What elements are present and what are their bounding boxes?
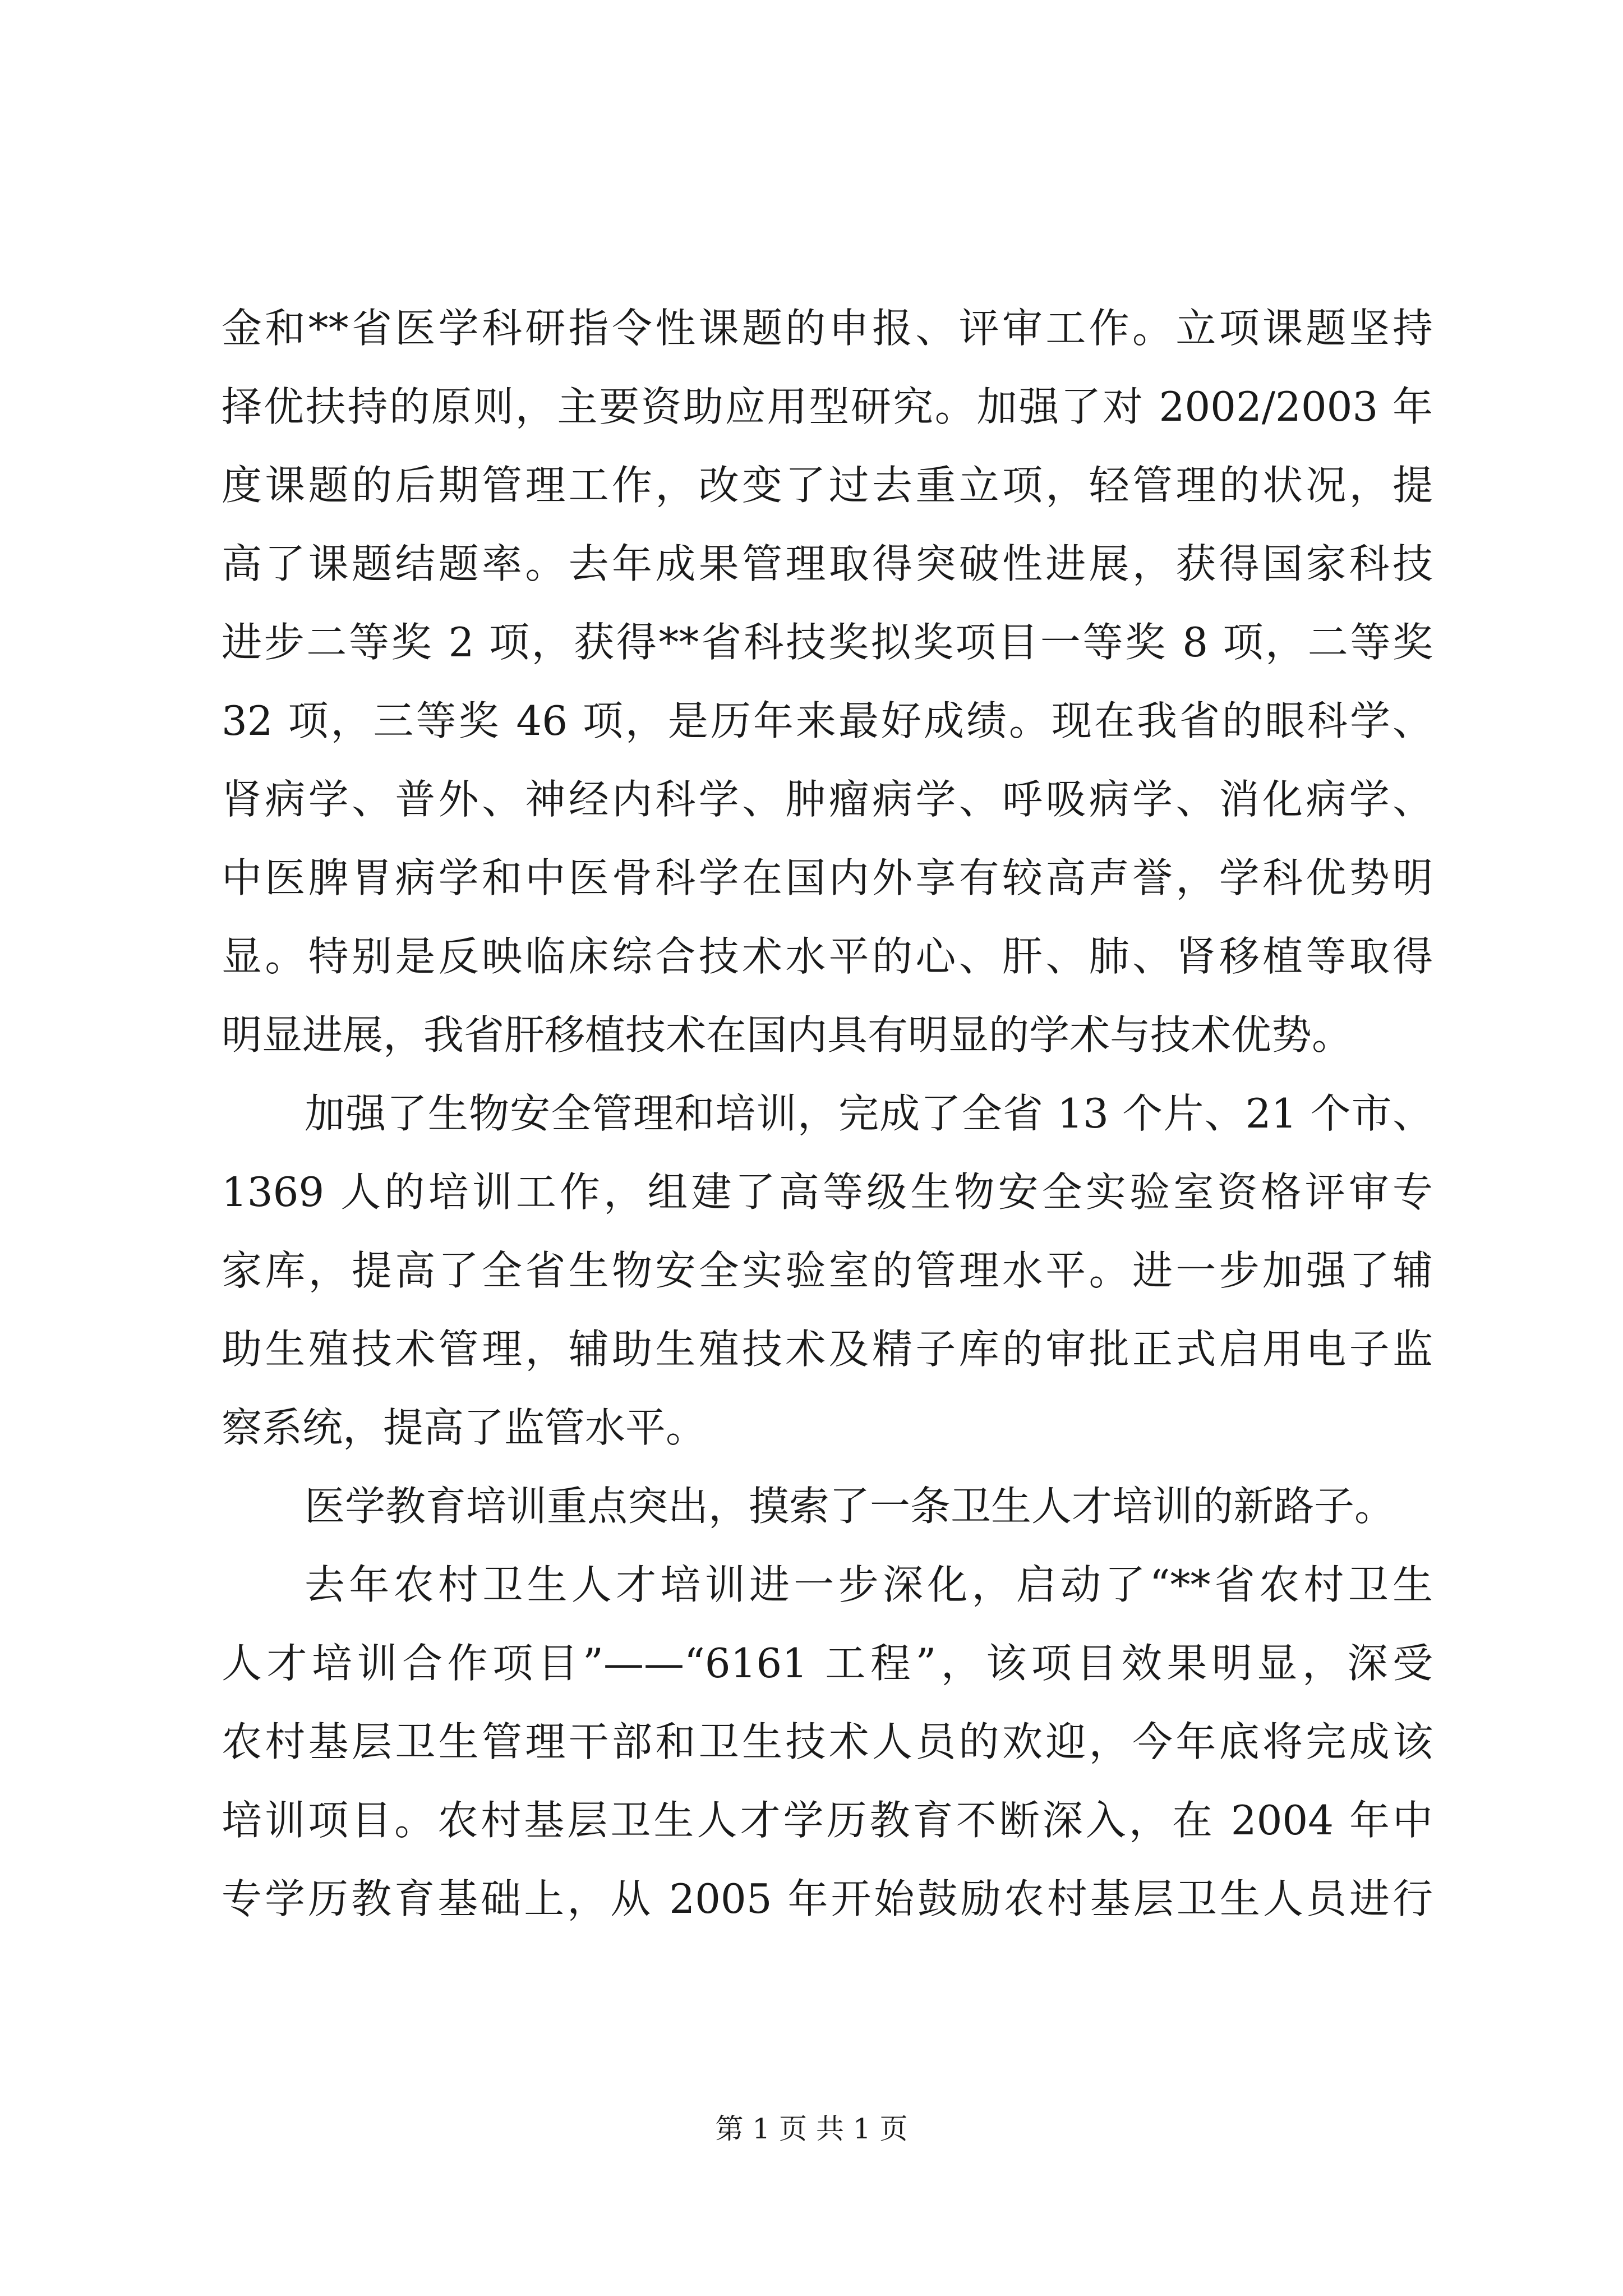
text-line: 助生殖技术管理，辅助生殖技术及精子库的审批正式启用电子监 [222,1326,1433,1373]
text-line: 高了课题结题率。去年成果管理取得突破性进展，获得国家科技 [222,540,1433,587]
text-line: 肾病学、普外、神经内科学、肿瘤病学、呼吸病学、消化病学、 [222,776,1433,823]
text-line: 中医脾胃病学和中医骨科学在国内外享有较高声誉，学科优势明 [222,854,1433,901]
page-number-footer: 第 1 页 共 1 页 [715,2113,908,2145]
text-line: 金和**省医学科研指令性课题的申报、评审工作。立项课题坚持 [222,305,1433,352]
text-line: 32 项，三等奖 46 项，是历年来最好成绩。现在我省的眼科学、 [222,697,1433,744]
text-line: 专学历教育基础上，从 2005 年开始鼓励农村基层卫生人员进行 [222,1875,1433,1922]
text-line: 培训项目。农村基层卫生人才学历教育不断深入，在 2004 年中 [222,1797,1433,1844]
text-line: 度课题的后期管理工作，改变了过去重立项，轻管理的状况，提 [222,462,1433,509]
text-line: 择优扶持的原则，主要资助应用型研究。加强了对 2002/2003 年 [222,383,1433,430]
text-line: 家库，提高了全省生物安全实验室的管理水平。进一步加强了辅 [222,1247,1433,1294]
body-text [222,289,1433,1938]
text-line: 1369 人的培训工作，组建了高等级生物安全实验室资格评审专 [222,1168,1433,1216]
paragraph-first-line: 去年农村卫生人才培训进一步深化，启动了“**省农村卫生 [305,1561,1433,1608]
text-line: 农村基层卫生管理干部和卫生技术人员的欢迎，今年底将完成该 [222,1718,1433,1765]
text-line: 明显进展，我省肝移植技术在国内具有明显的学术与技术优势。 [222,1011,1353,1059]
text-line: 显。特别是反映临床综合技术水平的心、肝、肺、肾移植等取得 [222,933,1433,980]
text-line: 进步二等奖 2 项，获得**省科技奖拟奖项目一等奖 8 项，二等奖 [222,619,1433,666]
section-heading: 医学教育培训重点突出，摸索了一条卫生人才培训的新路子。 [305,1483,1395,1530]
text-line: 察系统，提高了监管水平。 [222,1404,707,1451]
text-line: 人才培训合作项目”——“6161 工程”，该项目效果明显，深受 [222,1640,1433,1687]
paragraph-first-line: 加强了生物安全管理和培训，完成了全省 13 个片、21 个市、 [305,1090,1433,1137]
